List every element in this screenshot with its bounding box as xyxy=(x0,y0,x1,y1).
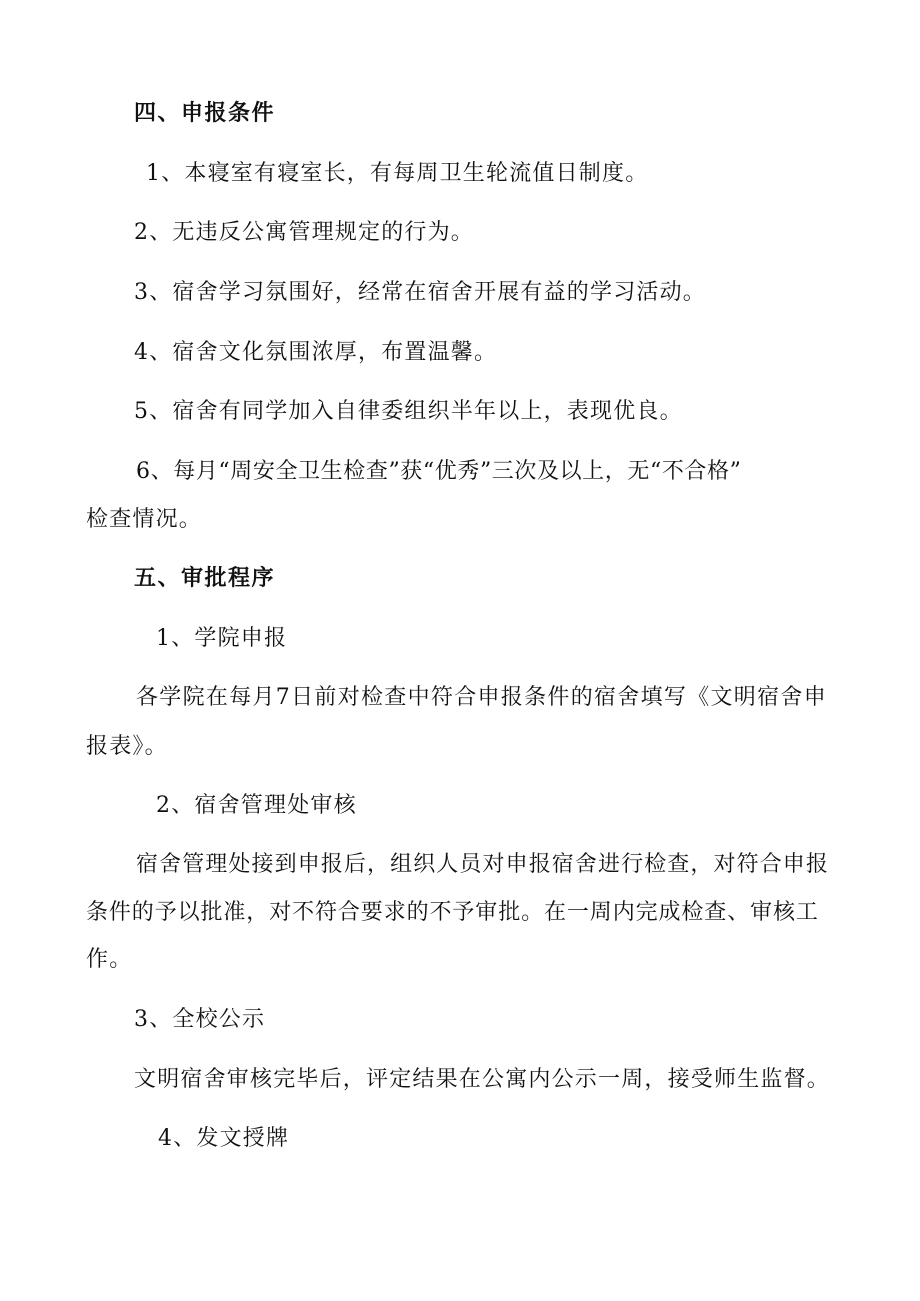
step-3-title: 3、全校公示 xyxy=(134,1007,266,1032)
step-1-body-line-2: 报表》。 xyxy=(86,734,168,759)
condition-item-1: 1、本寝室有寝室长，有每周卫生轮流值日制度。 xyxy=(146,161,649,186)
step-4-title: 4、发文授牌 xyxy=(158,1126,290,1151)
section-4-heading: 四、申报条件 xyxy=(134,101,276,126)
step-1-body-line-1: 各学院在每月7日前对检查中符合申报条件的宿舍填写《文明宿舍申 xyxy=(136,685,827,710)
step-2-title: 2、宿舍管理处审核 xyxy=(156,793,357,818)
step-3-body-line-1: 文明宿舍审核完毕后，评定结果在公寓内公示一周，接受师生监督。 xyxy=(134,1067,831,1092)
step-2-body-line-1: 宿舍管理处接到申报后，组织人员对申报宿舍进行检查，对符合申报 xyxy=(136,852,830,877)
step-2-body-line-3: 作。 xyxy=(86,947,133,972)
section-5-heading: 五、审批程序 xyxy=(134,566,276,591)
condition-item-6-line-2: 检查情况。 xyxy=(86,507,203,532)
condition-item-3: 3、宿舍学习氛围好，经常在宿舍开展有益的学习活动。 xyxy=(134,280,706,305)
condition-item-5: 5、宿舍有同学加入自律委组织半年以上，表现优良。 xyxy=(134,399,683,424)
step-1-title: 1、学院申报 xyxy=(156,626,288,651)
condition-item-6-line-1: 6、每月“周安全卫生检查”获“优秀”三次及以上，无“不合格” xyxy=(136,459,742,484)
condition-item-2: 2、无违反公寓管理规定的行为。 xyxy=(134,220,474,245)
condition-item-4: 4、宿舍文化氛围浓厚，布置温馨。 xyxy=(134,340,498,365)
step-2-body-line-2: 条件的予以批准，对不符合要求的不予审批。在一周内完成检查、审核工 xyxy=(86,900,819,925)
